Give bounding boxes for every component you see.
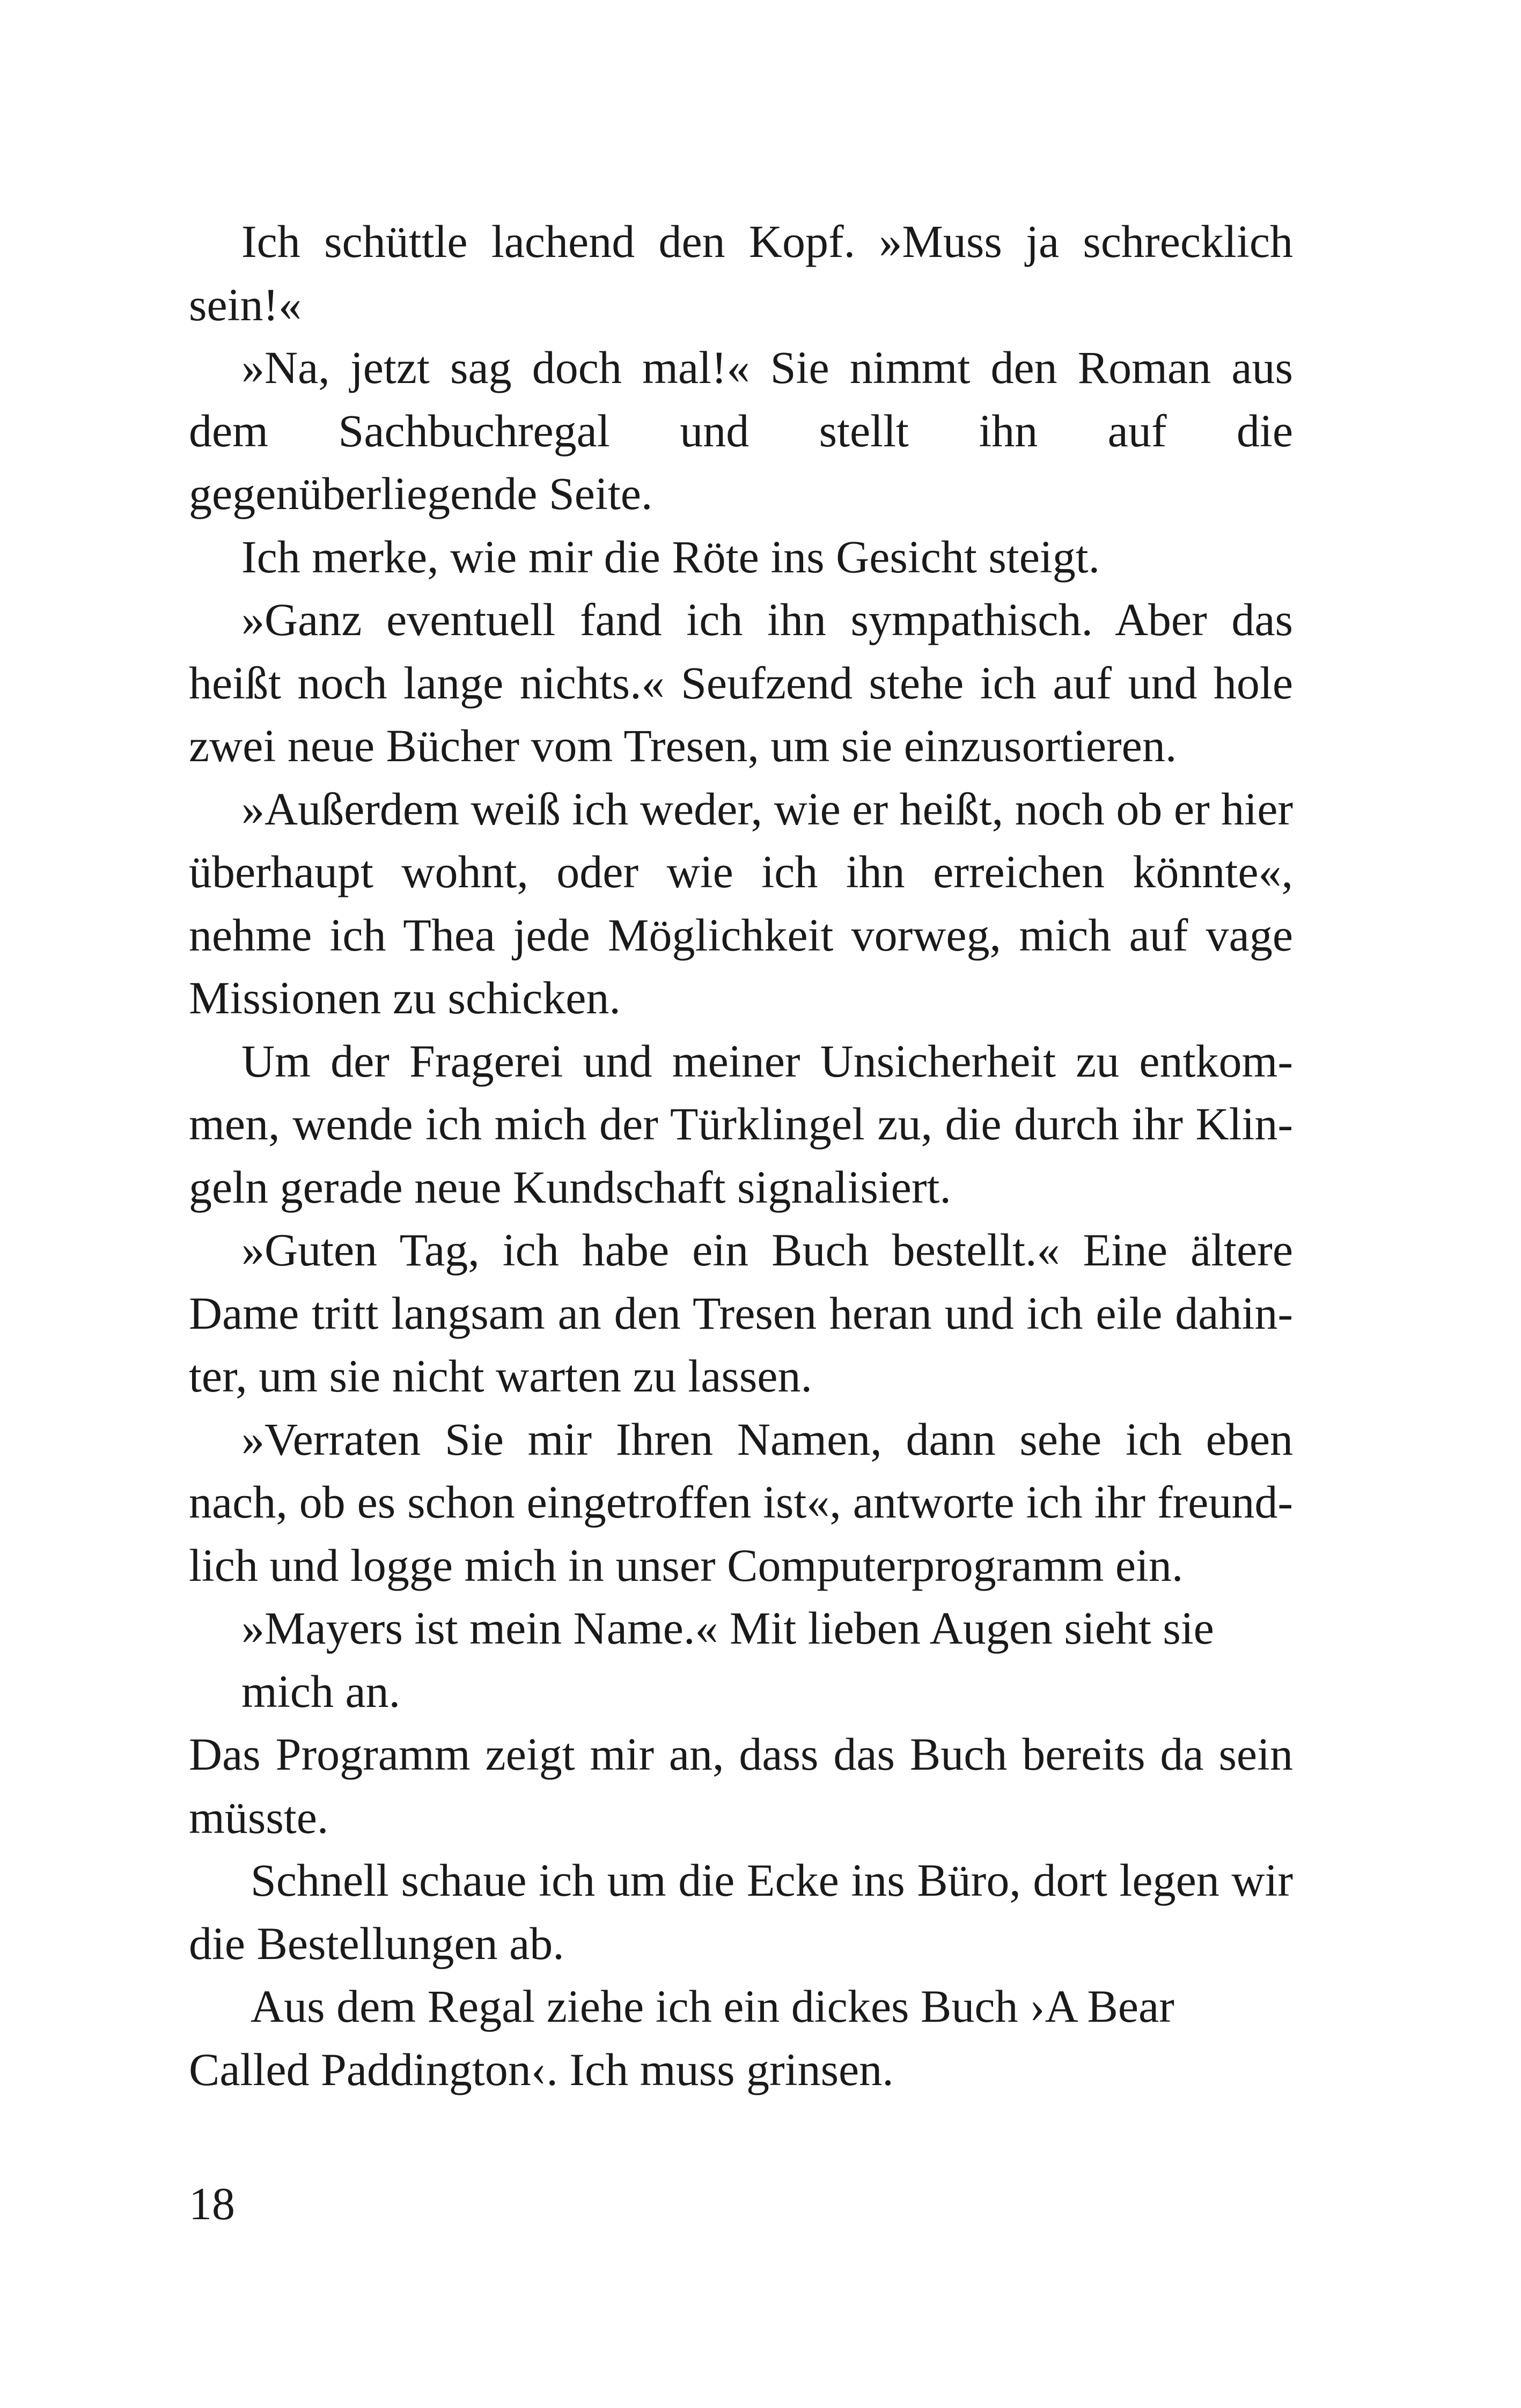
paragraph: »Verraten Sie mir Ihren Namen, dann sehe ich eben nach, ob es schon eingetroffen ist«, antworte ich ihr freundlich und logge mich in unser Computerprogramm ein. [189,1413,1293,1591]
page-number: 18 [189,2178,235,2229]
body-text [189,210,1293,2101]
paragraph: Aus dem Regal ziehe ich ein dickes Buch ›A Bear Called Paddington‹. Ich muss grinsen. [189,1980,1174,2095]
paragraph: Ich schüttle lachend den Kopf. »Muss ja schrecklich sein!« [189,216,1293,330]
paragraph: »Ganz eventuell fand ich ihn sympathisch. Aber das heißt noch lange nichts.« Seufzend stehe ich auf und hole zwei neue Bücher vom Tresen, um sie einzusortieren. [189,594,1293,771]
paragraph: Schnell schaue ich um die Ecke ins Büro, dort legen wir die Bestellungen ab. [189,1854,1293,1969]
paragraph: »Außerdem weiß ich weder, wie er heißt, noch ob er hier überhaupt wohnt, oder wie ich ihn erreichen könnte«, nehme ich Thea jede Möglichkeit vorweg, mich auf vage Missionen zu schicken. [189,783,1293,1023]
paragraph: Um der Fragerei und meiner Unsicherheit zu entkommen, wende ich mich der Türklingel zu, die durch ihr Klingeln gerade neue Kundschaft signalisiert. [189,1035,1293,1213]
paragraph: »Na, jetzt sag doch mal!« Sie nimmt den Roman aus dem Sachbuchregal und stellt ihn auf die gegenüberliegende Seite. [189,342,1293,519]
paragraph: »Mayers ist mein Name.« Mit lieben Augen sieht sie mich an. [241,1602,1214,1717]
paragraph: Das Programm zeigt mir an, dass das Buch bereits da sein müsste. [189,1728,1293,1843]
paragraph: »Guten Tag, ich habe ein Buch bestellt.« Eine ältere Dame tritt langsam an den Tresen heran und ich eile dahinter, um sie nicht warten zu lassen. [189,1224,1293,1402]
paragraph: Ich merke, wie mir die Röte ins Gesicht steigt. [241,531,1100,583]
